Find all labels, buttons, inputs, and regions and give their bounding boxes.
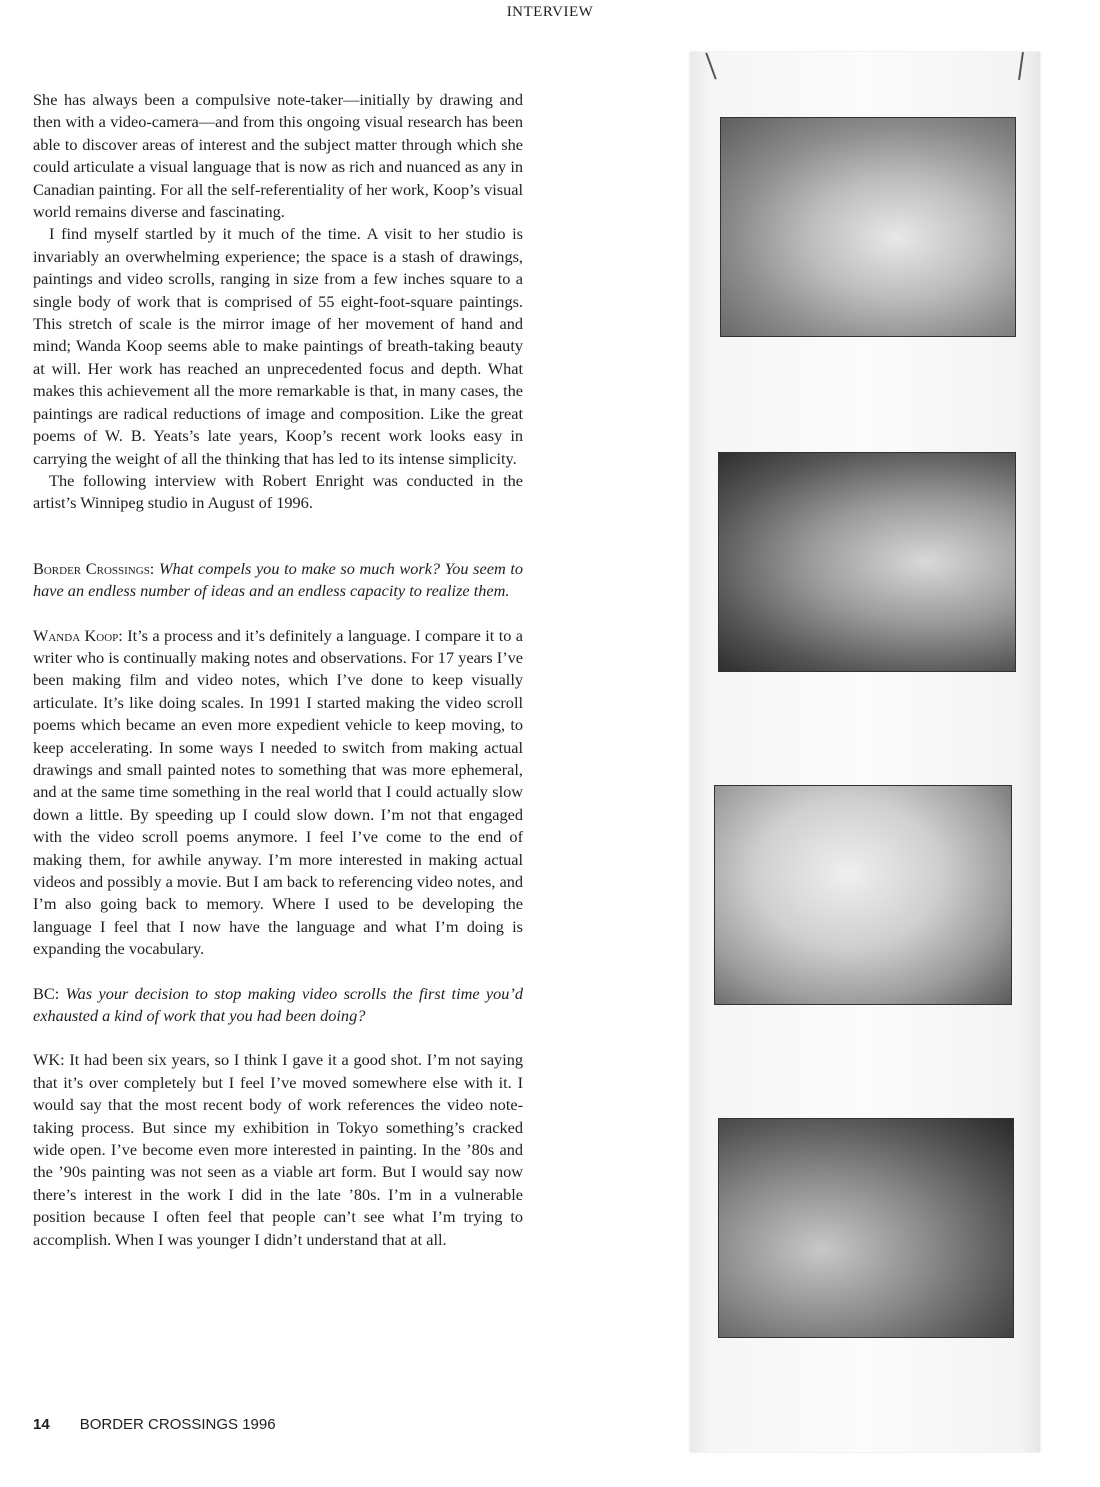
- video-scroll-image: [690, 52, 1040, 1452]
- interview-answer: [33, 625, 523, 961]
- video-still-figure: [718, 1118, 1014, 1338]
- question-text: What compels you to make so much work? You seem to have an endless number of ideas and an endless capacity to realize them.: [33, 558, 523, 601]
- article-body: [33, 89, 523, 1251]
- speaker-label: BC:: [33, 983, 60, 1003]
- intro-paragraph: The following interview with Robert Enright was conducted in the artist’s Winnipeg studio in August of 1996.: [33, 470, 523, 513]
- video-still-statue-face: [718, 452, 1016, 672]
- speaker-label: Border Crossings:: [33, 558, 155, 578]
- video-still-face: [720, 117, 1016, 337]
- section-header: INTERVIEW: [506, 4, 594, 20]
- speaker-label: WK:: [33, 1050, 65, 1070]
- intro-paragraph: I find myself startled by it much of the time. A visit to her studio is invariably an overwhelming experience; the space is a stash of drawings, paintings and video scrolls, ranging in size from a few inches square to a single body of work that is comprised of 55 eight-foot-square paintings. This stretch of scale is the mirror image of her movement of hand and mind; Wanda Koop seems able to make paintings of breath-taking beauty at will. Her work has reached an unprecedented focus and depth. What makes this achievement all the more remarkable is that, in many cases, the paintings are radical reductions of image and composition. Like the great poems of W. B. Yeats’s late years, Koop’s recent work looks easy in carrying the weight of all the thinking that has led to its intense simplicity.: [33, 224, 523, 468]
- intro-paragraph: She has always been a compulsive note-taker—initially by drawing and then with a video-camera—and from this ongoing visual research has been able to discover areas of interest and the subject matter through which she could articulate a visual language that is now as rich and nuanced as any in Canadian painting. For all the self-referentiality of her work, Koop’s visual world remains diverse and fascinating.: [33, 90, 523, 222]
- interview-question: [33, 558, 523, 603]
- answer-text: It had been six years, so I think I gave it a good shot. I’m not saying that it’s over completely but I feel I’ve moved somewhere else with it. I would say that the most recent body of work references the video note-taking process. But since my exhibition in Tokyo something’s cracked wide open. I’ve become even more interested in painting. In the ’80s and the ’90s painting was not seen as a viable art form. But I would say now there’s interest in the work I did in the late ’80s. I’m in a vulnerable position because I often feel that people can’t see what I’m trying to accomplish. When I was younger I didn’t understand that at all.: [33, 1050, 523, 1249]
- video-still-chandelier: [714, 785, 1012, 1005]
- interview-answer: [33, 1049, 523, 1251]
- answer-text: It’s a process and it’s definitely a language. I compare it to a writer who is continually making notes and observations. For 17 years I’ve been making film and video notes, which I’ve done to keep visually articulate. It’s like doing scales. In 1991 I started making the video scroll poems which became an even more expedient vehicle to keep moving, to keep accelerating. In some ways I needed to switch from making actual drawings and small painted notes to something that was more ephemeral, and at the same time something in the real world that I could actually slow down a little. By speeding up I could slow down. I’m not that engaged with the video scroll poems anymore. I feel I’ve come to the end of making them, for awhile anyway. I’m more interested in making actual videos and possibly a movie. But I am back to referencing video notes, and I’m also going back to memory. Where I used to be developing the language I feel that I now have the language and what I’m doing is expanding the vocabulary.: [33, 625, 523, 959]
- speaker-label: Wanda Koop:: [33, 625, 123, 645]
- question-text: Was your decision to stop making video scrolls the first time you’d exhausted a kind of work that you had been doing?: [33, 983, 523, 1026]
- page-number: 14: [33, 1416, 50, 1433]
- interview-question: [33, 983, 523, 1028]
- page-footer: [33, 1416, 276, 1433]
- scroll-rod: [705, 53, 716, 80]
- scroll-rod: [1018, 52, 1024, 80]
- publication-name: BORDER CROSSINGS 1996: [79, 1416, 276, 1433]
